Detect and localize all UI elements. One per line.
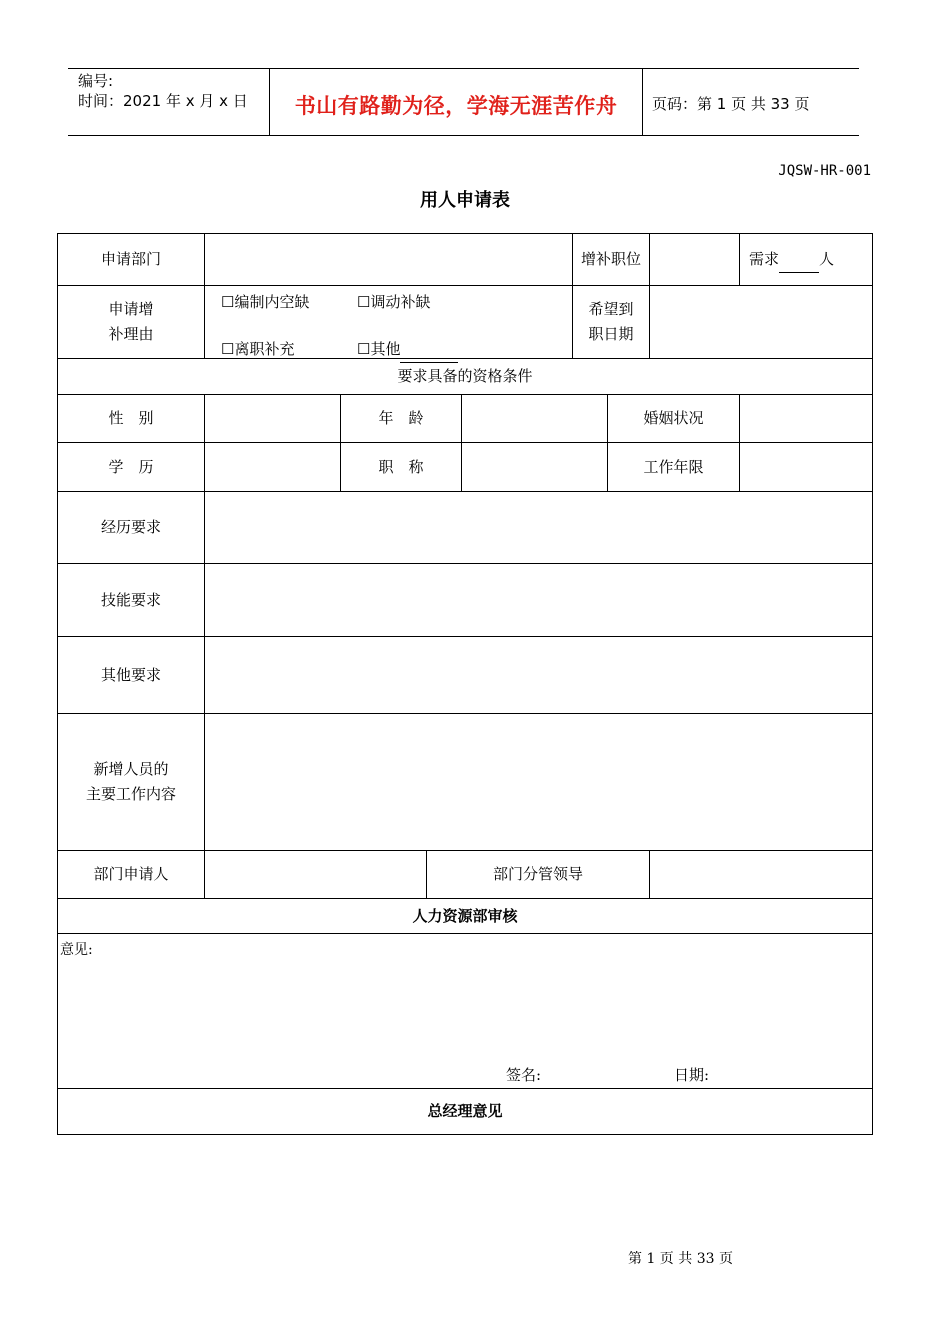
header-bottom-rule [68, 135, 859, 136]
reason-option-resignation[interactable]: ☐离职补充 [221, 340, 295, 358]
document-number-label: 编号: [78, 72, 114, 90]
applicant-label: 部门申请人 [58, 851, 205, 899]
skill-label: 技能要求 [58, 564, 205, 637]
reason-option-transfer[interactable]: ☐调动补缺 [357, 293, 431, 311]
reason-label: 申请增 补理由 [58, 286, 205, 359]
duties-input[interactable] [205, 714, 873, 851]
applicant-input[interactable] [205, 851, 427, 899]
reason-option-other[interactable] [357, 337, 458, 363]
experience-input[interactable] [205, 492, 873, 564]
dept-label: 申请部门 [58, 234, 205, 286]
opinion-label: 意见: [60, 942, 93, 958]
hr-opinion-cell[interactable] [58, 934, 873, 1089]
gender-input[interactable] [205, 395, 341, 443]
gm-opinion-header: 总经理意见 [58, 1089, 873, 1135]
qualification-header: 要求具备的资格条件 [58, 359, 873, 395]
education-label: 学 历 [58, 443, 205, 492]
marital-label: 婚姻状况 [608, 395, 740, 443]
position-input[interactable] [650, 234, 740, 286]
hr-review-header: 人力资源部审核 [58, 899, 873, 934]
age-input[interactable] [462, 395, 608, 443]
start-date-label: 希望到 职日期 [573, 286, 650, 359]
demand-cell[interactable] [740, 234, 873, 286]
form-title: 用人申请表 [420, 190, 510, 211]
professional-title-label: 职 称 [341, 443, 462, 492]
education-input[interactable] [205, 443, 341, 492]
leader-label: 部门分管领导 [427, 851, 650, 899]
gender-label: 性 别 [58, 395, 205, 443]
reason-option-vacancy[interactable]: ☐编制内空缺 [221, 293, 310, 311]
reason-options [205, 286, 573, 359]
dept-input[interactable] [205, 234, 573, 286]
demand-prefix: 需求 [749, 249, 780, 268]
other-requirements-label: 其他要求 [58, 637, 205, 714]
page-footer: 第 1 页 共 33 页 [628, 1251, 733, 1267]
marital-input[interactable] [740, 395, 873, 443]
other-requirements-input[interactable] [205, 637, 873, 714]
skill-input[interactable] [205, 564, 873, 637]
age-label: 年 龄 [341, 395, 462, 443]
header-top-rule [68, 68, 859, 69]
duties-label: 新增人员的 主要工作内容 [58, 714, 205, 851]
document-code: JQSW-HR-001 [778, 163, 871, 179]
document-date: 时间：2021 年 x 月 x 日 [78, 92, 248, 110]
demand-suffix: 人 [819, 249, 835, 268]
position-label: 增补职位 [573, 234, 650, 286]
work-years-label: 工作年限 [608, 443, 740, 492]
page-counter: 页码：第 1 页 共 33 页 [652, 95, 810, 113]
header-divider-right [642, 68, 643, 136]
demand-blank[interactable] [779, 247, 819, 273]
date-label: 日期: [674, 1066, 710, 1084]
staff-request-form [57, 233, 873, 1135]
experience-label: 经历要求 [58, 492, 205, 564]
header-motto: 书山有路勤为径，学海无涯苦作舟 [294, 94, 618, 118]
start-date-input[interactable] [650, 286, 873, 359]
work-years-input[interactable] [740, 443, 873, 492]
reason-other-blank[interactable] [400, 337, 458, 363]
professional-title-input[interactable] [462, 443, 608, 492]
sign-label: 签名: [506, 1066, 542, 1084]
leader-input[interactable] [650, 851, 873, 899]
reason-option-other-label: ☐其他 [357, 340, 401, 358]
